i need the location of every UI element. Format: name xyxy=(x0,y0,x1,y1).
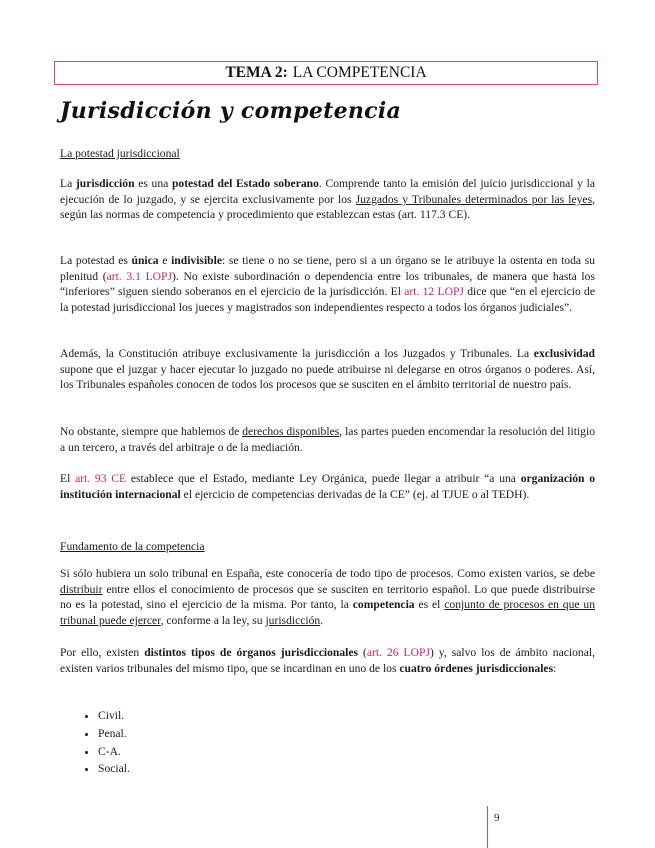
paragraph-unica-indivisible: La potestad es única e indivisible: se tiene o no se tiene, pero si a un órgano se le atribuye la ostenta en toda su plenitud (art. 3.1 LOPJ). No existe subordinación o dependencia entre los tribunales, de manera que hasta los “inferiores” siguen siendo soberanos en el ejercicio de la jurisdicción. El art. 12 LOPJ dice que “en el ejercicio de la potestad jurisdiccional los jueces y magistrados son independientes respecto a todos los órganos judiciales”. xyxy=(60,254,595,314)
paragraph-jurisdiccion: La jurisdicción es una potestad del Estado soberano. Comprende tanto la emisión del juicio jurisdiccional y la ejecución de lo juzgado, y se ejercita exclusivamente por los Juzgados y Tribunales determinados por las leyes, según las normas de competencia y procedimiento que establezcan estas (art. 117.3 CE). xyxy=(60,177,596,222)
list-item: • C-A. xyxy=(98,743,130,761)
subsection-title-fundamento: Fundamento de la competencia xyxy=(60,540,205,553)
paragraph-derechos-disponibles: No obstante, siempre que hablemos de derechos disponibles, las partes pueden encomendar la resolución del litigio a un tercero, a través del arbitraje o de la mediación. xyxy=(60,425,595,454)
chapter-title-box xyxy=(54,61,598,85)
paragraph-organos: Por ello, existen distintos tipos de órganos jurisdiccionales (art. 26 LOPJ) y, salvo los de ámbito nacional, existen varios tribunales del mismo tipo, que se incardinan en uno de los cuatro órdenes jurisdiccionales: xyxy=(60,646,595,675)
chapter-number: TEMA 2: xyxy=(225,64,288,82)
reference-art-12-lopj: art. 12 LOPJ xyxy=(404,285,464,299)
paragraph-competencia: Si sólo hubiera un solo tribunal en España, este conocería de todo tipo de procesos. Como existen varios, se debe distribuir entre ellos el conocimiento de procesos que se susciten en territorio español. Lo que puede distribuirse no es la potestad, sino el ejercicio de la misma. Por tanto, la competencia es el conjunto de procesos en que un tribunal puede ejercer, conforme a la ley, su jurisdicción. xyxy=(60,567,595,627)
reference-art-3-1-lopj: art. 3.1 LOPJ xyxy=(106,269,172,283)
list-item: • Penal. xyxy=(98,725,130,743)
chapter-title: LA COMPETENCIA xyxy=(292,64,427,82)
list-item: • Social. xyxy=(98,760,130,778)
reference-art-93-ce: art. 93 CE xyxy=(75,472,127,485)
page-number: 9 xyxy=(494,812,500,824)
reference-art-26-lopj: art. 26 LOPJ xyxy=(366,646,430,659)
footer-divider xyxy=(487,806,488,848)
subsection-title-potestad: La potestad jurisdiccional xyxy=(60,147,180,160)
paragraph-exclusividad: Además, la Constitución atribuye exclusivamente la jurisdicción a los Juzgados y Tribunales. La exclusividad supone que el juzgar y hacer ejecutar lo juzgado no puede atribuirse ni delegarse en otros órganos o poderes. Así, los Tribunales españoles conocen de todos los procesos que se susciten en el ámbito territorial de nuestro país. xyxy=(60,347,595,392)
list-item: • Civil. xyxy=(98,707,130,725)
orders-list xyxy=(60,707,130,778)
paragraph-art-93-ce: El art. 93 CE establece que el Estado, mediante Ley Orgánica, puede llegar a atribuir “a una organización o institución internacional el ejercicio de competencias derivadas de la CE” (ej. al TJUE o al TEDH). xyxy=(60,472,596,501)
section-heading: Jurisdicción y competencia xyxy=(60,98,402,124)
